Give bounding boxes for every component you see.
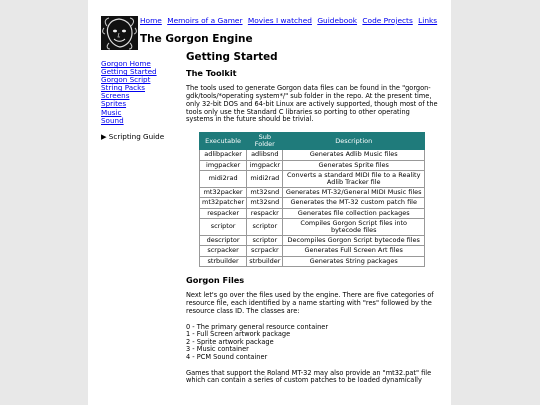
gorgon-files-heading: Gorgon Files <box>186 274 245 285</box>
cell-executable: strbuilder <box>200 256 247 266</box>
cell-executable: mt32packer <box>200 188 247 198</box>
nav-link-code-projects[interactable]: Code Projects <box>362 16 413 25</box>
sidebar-item-sound[interactable]: Sound <box>101 115 124 125</box>
sidebar-item-music[interactable]: Music <box>101 107 122 117</box>
cell-executable: imgpacker <box>200 160 247 170</box>
nav-link-memoirs[interactable]: Memoirs of a Gamer <box>167 16 243 25</box>
table-row <box>200 208 425 218</box>
table-row <box>200 170 425 187</box>
table-row <box>200 218 425 235</box>
gorgon-files-paragraph: Next let's go over the files used by the engine. There are five categories of resource file, each identified by a name starting with "res" followed by the resource class ID. The classes are: <box>186 291 434 315</box>
table-row <box>200 150 425 160</box>
cell-description: Generates Sprite files <box>283 160 425 170</box>
scripting-guide-toggle[interactable]: ▶ Scripting Guide <box>101 131 165 141</box>
cell-executable: mt32patcher <box>200 198 247 208</box>
list-item: 3 - Music container <box>186 345 249 354</box>
nav-link-links[interactable]: Links <box>418 16 438 25</box>
cell-sub-folder: scriptor <box>247 236 283 246</box>
cell-executable: midi2rad <box>200 170 247 187</box>
cell-description: Generates String packages <box>283 256 425 266</box>
cell-description: Decompiles Gorgon Script bytecode files <box>283 236 425 246</box>
cell-executable: respacker <box>200 208 247 218</box>
cell-description: Generates file collection packages <box>283 208 425 218</box>
sidebar-item-sprites[interactable]: Sprites <box>101 99 127 109</box>
table-row <box>200 198 425 208</box>
cell-description: Generates Adlib Music files <box>283 150 425 160</box>
cell-sub-folder: mt32snd <box>247 188 283 198</box>
site-title: The Gorgon Engine <box>140 33 253 45</box>
nav-link-guidebook[interactable]: Guidebook <box>317 16 358 25</box>
cell-sub-folder: respackr <box>247 208 283 218</box>
sidebar-item-screens[interactable]: Screens <box>101 91 130 101</box>
mt32-paragraph: Games that support the Roland MT-32 may also provide an "mt32.pat" file which can contain a series of custom patches to be loaded dynamically <box>186 368 432 385</box>
cell-description: Generates Full Screen Art files <box>283 246 425 256</box>
sidebar-item-getting-started[interactable]: Getting Started <box>101 67 157 77</box>
column-header-sub-folder: Sub Folder <box>247 132 283 149</box>
cell-sub-folder: scriptor <box>247 218 283 235</box>
cell-description: Generates the MT-32 custom patch file <box>283 198 425 208</box>
sidebar-item-gorgon-script[interactable]: Gorgon Script <box>101 75 151 85</box>
table-row <box>200 188 425 198</box>
table-row <box>200 236 425 246</box>
list-item: 4 - PCM Sound container <box>186 352 268 361</box>
cell-executable: adlibpacker <box>200 150 247 160</box>
table-header-row <box>200 132 425 149</box>
sidebar-item-gorgon-home[interactable]: Gorgon Home <box>101 59 151 68</box>
column-header-description: Description <box>283 132 425 149</box>
cell-executable: scriptor <box>200 218 247 235</box>
main-content <box>186 52 438 393</box>
cell-sub-folder: adlibsnd <box>247 150 283 160</box>
table-row <box>200 256 425 266</box>
cell-description: Compiles Gorgon Script files into bytecode files <box>283 218 425 235</box>
top-navigation <box>140 16 440 25</box>
list-item: 0 - The primary general resource container <box>186 322 329 331</box>
page-content <box>88 0 451 405</box>
tools-table <box>199 132 425 267</box>
sidebar-item-string-packs[interactable]: String Packs <box>101 83 146 93</box>
nav-link-home[interactable]: Home <box>140 16 162 25</box>
table-row <box>200 160 425 170</box>
gorgon-logo-icon <box>101 16 138 50</box>
cell-description: Generates MT-32/General MIDI Music files <box>283 188 425 198</box>
cell-sub-folder: midi2rad <box>247 170 283 187</box>
list-item: 1 - Full Screen artwork package <box>186 330 291 339</box>
page-title: Getting Started <box>186 51 278 63</box>
cell-sub-folder: mt32snd <box>247 198 283 208</box>
cell-executable: descriptor <box>200 236 247 246</box>
table-row <box>200 246 425 256</box>
cell-executable: scrpacker <box>200 246 247 256</box>
column-header-executable: Executable <box>200 132 247 149</box>
cell-sub-folder: strbuilder <box>247 256 283 266</box>
list-item: 2 - Sprite artwork package <box>186 337 274 346</box>
cell-sub-folder: scrpackr <box>247 246 283 256</box>
toolkit-heading: The Toolkit <box>186 67 237 78</box>
toolkit-paragraph: The tools used to generate Gorgon data files can be found in the "gorgon-gdk/tools/*operating system*/" sub folder in the repo. At the present time, only 32-bit DOS and 64-bit Linux are actively supported, though most of the tools only use the Standard C libraries so porting to other operating systems in the future should be trivial. <box>186 84 438 124</box>
cell-sub-folder: imgpackr <box>247 160 283 170</box>
resource-class-list <box>186 324 438 362</box>
nav-link-movies[interactable]: Movies I watched <box>247 16 312 25</box>
cell-description: Converts a standard MIDI file to a Reality Adlib Tracker file <box>283 170 425 187</box>
sidebar <box>101 60 164 141</box>
